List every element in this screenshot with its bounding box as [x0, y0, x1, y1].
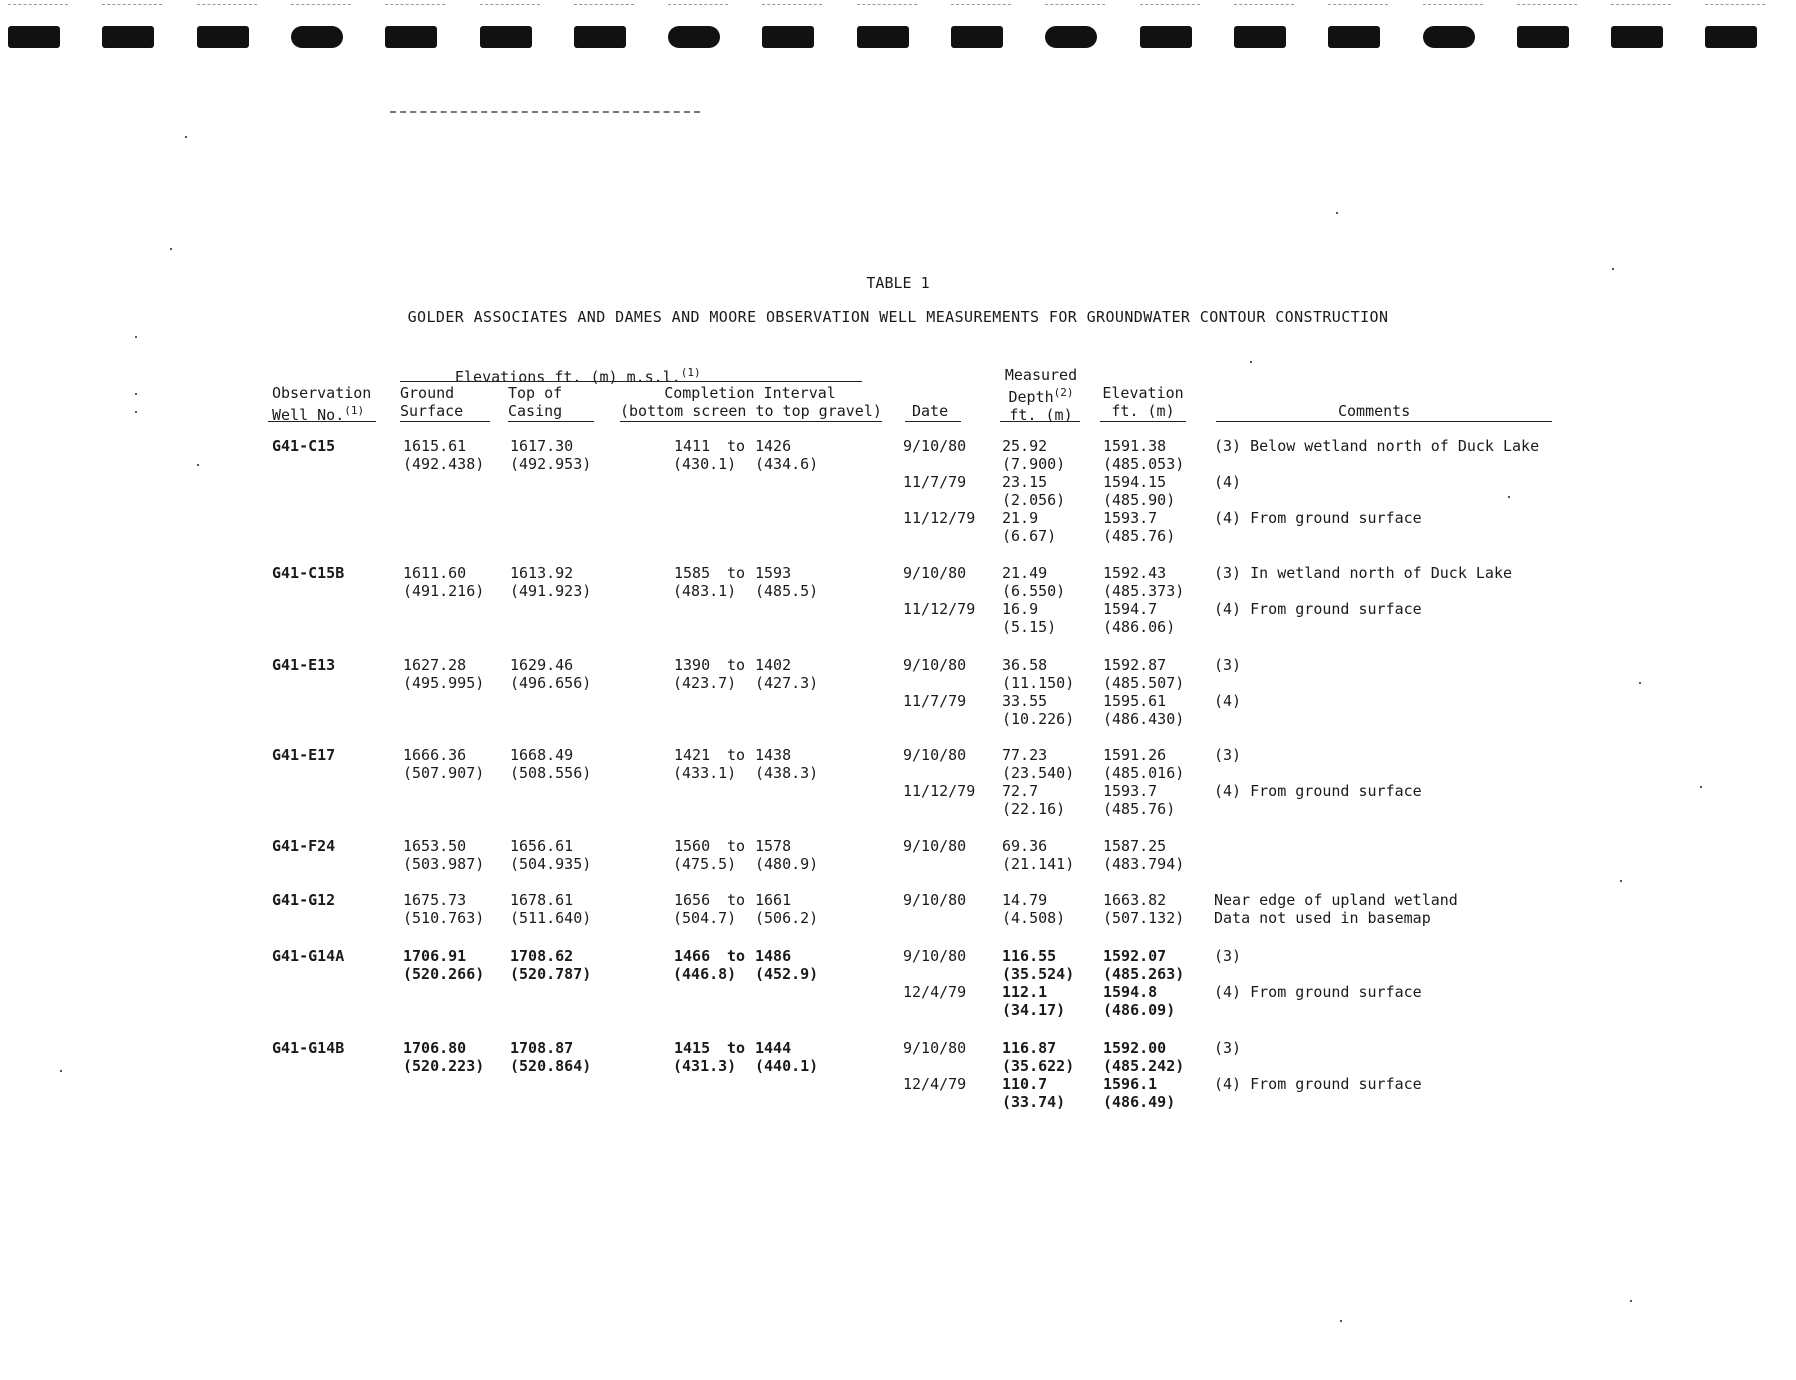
water-elevation-m: (507.132) — [1103, 909, 1185, 927]
interval-top-m: (434.6) — [755, 455, 819, 473]
scan-artifact — [574, 4, 634, 6]
scan-artifact — [1611, 4, 1671, 6]
measurement-date: 11/12/79 — [903, 600, 976, 618]
depth-m: (6.67) — [1002, 527, 1057, 545]
ground-surface-ft: 1706.91 — [403, 947, 467, 965]
top-of-casing-m: (520.864) — [510, 1057, 592, 1075]
interval-bottom-m: (431.3) — [673, 1057, 737, 1075]
scan-artifact — [291, 4, 351, 6]
comment: (3) Below wetland north of Duck Lake — [1214, 437, 1540, 455]
ground-surface-ft: 1675.73 — [403, 891, 467, 909]
water-elevation-m: (485.373) — [1103, 582, 1185, 600]
interval-top-ft: 1426 — [755, 437, 792, 455]
date-header: Date — [912, 402, 949, 420]
ground-surface-header: Ground Surface — [400, 384, 464, 420]
comment: (3) — [1214, 947, 1242, 965]
binder-hole — [1611, 26, 1663, 48]
interval-bottom-ft: 1466 — [674, 947, 711, 965]
measurement-date: 9/10/80 — [903, 564, 967, 582]
depth-ft: 21.9 — [1002, 509, 1039, 527]
scan-speck — [135, 393, 137, 395]
interval-bottom-m: (430.1) — [673, 455, 737, 473]
water-elevation-ft: 1592.00 — [1103, 1039, 1167, 1057]
water-elevation-m: (485.242) — [1103, 1057, 1185, 1075]
measurement-date: 9/10/80 — [903, 947, 967, 965]
top-of-casing-m: (520.787) — [510, 965, 592, 983]
depth-ft: 110.7 — [1002, 1075, 1048, 1093]
interval-top-m: (440.1) — [755, 1057, 819, 1075]
depth-ft: 33.55 — [1002, 692, 1048, 710]
depth-m: (4.508) — [1002, 909, 1066, 927]
table-label: TABLE 1 — [866, 274, 930, 292]
water-elevation-ft: 1592.07 — [1103, 947, 1167, 965]
casing-header-rule — [508, 421, 594, 422]
depth-m: (11.150) — [1002, 674, 1075, 692]
measurement-date: 9/10/80 — [903, 891, 967, 909]
top-of-casing-ft: 1668.49 — [510, 746, 574, 764]
top-of-casing-header: Top of Casing — [508, 384, 563, 420]
ground-surface-m: (520.266) — [403, 965, 485, 983]
measurement-date: 9/10/80 — [903, 1039, 967, 1057]
ground-header-rule — [400, 421, 490, 422]
ground-surface-m: (495.995) — [403, 674, 485, 692]
scan-speck — [1630, 1300, 1632, 1302]
comment: (4) From ground surface — [1214, 509, 1422, 527]
elevation-header-rule — [1100, 421, 1186, 422]
depth-m: (35.524) — [1002, 965, 1075, 983]
scan-speck — [135, 336, 137, 338]
ground-surface-ft: 1666.36 — [403, 746, 467, 764]
depth-m: (7.900) — [1002, 455, 1066, 473]
comments-header-rule — [1216, 421, 1552, 422]
water-elevation-ft: 1591.38 — [1103, 437, 1167, 455]
water-elevation-ft: 1596.1 — [1103, 1075, 1158, 1093]
depth-ft: 21.49 — [1002, 564, 1048, 582]
scan-speck — [197, 464, 199, 466]
water-elevation-m: (486.06) — [1103, 618, 1176, 636]
interval-bottom-m: (504.7) — [673, 909, 737, 927]
well-no-header: Observation Well No.$^{(1)}$ — [272, 384, 372, 424]
comment: (3) — [1214, 1039, 1242, 1057]
interval-bottom-m: (475.5) — [673, 855, 737, 873]
well-number: G41-F24 — [272, 837, 336, 855]
scan-artifact — [1234, 4, 1294, 6]
depth-m: (22.16) — [1002, 800, 1066, 818]
binder-hole — [762, 26, 814, 48]
comment: (4) From ground surface — [1214, 600, 1422, 618]
interval-top-m: (506.2) — [755, 909, 819, 927]
measurement-date: 12/4/79 — [903, 1075, 967, 1093]
well-number: G41-G14B — [272, 1039, 345, 1057]
scan-artifact — [1045, 4, 1105, 6]
water-elevation-m: (485.507) — [1103, 674, 1185, 692]
water-elevation-m: (485.76) — [1103, 527, 1176, 545]
interval-to: to — [727, 891, 746, 909]
interval-top-m: (480.9) — [755, 855, 819, 873]
binder-hole — [480, 26, 532, 48]
scan-speck — [170, 248, 172, 250]
binder-hole — [197, 26, 249, 48]
binder-hole — [1328, 26, 1380, 48]
well-number: G41-C15 — [272, 437, 336, 455]
ground-surface-ft: 1615.61 — [403, 437, 467, 455]
interval-top-m: (485.5) — [755, 582, 819, 600]
top-of-casing-m: (508.556) — [510, 764, 592, 782]
scan-speck — [185, 136, 187, 138]
top-of-casing-m: (491.923) — [510, 582, 592, 600]
interval-bottom-ft: 1656 — [674, 891, 711, 909]
interval-to: to — [727, 947, 746, 965]
binder-hole — [1234, 26, 1286, 48]
interval-to: to — [727, 656, 746, 674]
depth-ft: 14.79 — [1002, 891, 1048, 909]
binder-hole — [1045, 26, 1097, 48]
water-elevation-m: (485.263) — [1103, 965, 1185, 983]
interval-to: to — [727, 1039, 746, 1057]
interval-bottom-ft: 1421 — [674, 746, 711, 764]
scan-artifact — [1705, 4, 1765, 6]
comment: (4) From ground surface — [1214, 1075, 1422, 1093]
binder-hole — [385, 26, 437, 48]
binder-hole — [951, 26, 1003, 48]
depth-m: (33.74) — [1002, 1093, 1066, 1111]
measured-depth-header: Measured Depth$^{(2)}$ ft. (m) — [1004, 366, 1078, 424]
depth-ft: 112.1 — [1002, 983, 1048, 1001]
interval-top-ft: 1593 — [755, 564, 792, 582]
scan-speck — [135, 411, 137, 413]
measurement-date: 11/12/79 — [903, 782, 976, 800]
comment: (3) In wetland north of Duck Lake — [1214, 564, 1513, 582]
date-header-rule — [905, 421, 961, 422]
scan-speck — [1340, 1320, 1342, 1322]
comment: (4) — [1214, 692, 1242, 710]
measurement-date: 9/10/80 — [903, 837, 967, 855]
depth-ft: 72.7 — [1002, 782, 1039, 800]
binder-hole — [668, 26, 720, 48]
completion-header-rule — [620, 421, 882, 422]
well-number: G41-C15B — [272, 564, 345, 582]
depth-ft: 116.55 — [1002, 947, 1057, 965]
binder-hole — [574, 26, 626, 48]
scan-artifact — [857, 4, 917, 6]
scan-artifact — [197, 4, 257, 6]
depth-m: (5.15) — [1002, 618, 1057, 636]
interval-top-m: (427.3) — [755, 674, 819, 692]
interval-bottom-ft: 1411 — [674, 437, 711, 455]
depth-m: (34.17) — [1002, 1001, 1066, 1019]
well-number: G41-E13 — [272, 656, 336, 674]
depth-ft: 16.9 — [1002, 600, 1039, 618]
ground-surface-m: (492.438) — [403, 455, 485, 473]
scan-artifact — [951, 4, 1011, 6]
depth-m: (10.226) — [1002, 710, 1075, 728]
water-elevation-ft: 1594.15 — [1103, 473, 1167, 491]
ground-surface-m: (491.216) — [403, 582, 485, 600]
interval-top-ft: 1661 — [755, 891, 792, 909]
binder-hole — [1705, 26, 1757, 48]
scan-artifact — [385, 4, 445, 6]
scan-speck — [1508, 496, 1510, 498]
scan-artifact — [102, 4, 162, 6]
scan-speck — [1336, 212, 1338, 214]
scan-speck — [1639, 682, 1641, 684]
water-elevation-ft: 1595.61 — [1103, 692, 1167, 710]
scan-speck — [1700, 786, 1702, 788]
interval-bottom-m: (423.7) — [673, 674, 737, 692]
water-elevation-ft: 1593.7 — [1103, 782, 1158, 800]
ground-surface-ft: 1627.28 — [403, 656, 467, 674]
top-of-casing-ft: 1613.92 — [510, 564, 574, 582]
water-elevation-ft: 1591.26 — [1103, 746, 1167, 764]
binder-hole — [857, 26, 909, 48]
interval-to: to — [727, 746, 746, 764]
well-number: G41-G12 — [272, 891, 336, 909]
interval-to: to — [727, 564, 746, 582]
binder-hole — [291, 26, 343, 48]
interval-top-ft: 1578 — [755, 837, 792, 855]
scan-artifact — [1517, 4, 1577, 6]
water-elevation-ft: 1594.7 — [1103, 600, 1158, 618]
measurement-date: 11/7/79 — [903, 692, 967, 710]
interval-top-m: (438.3) — [755, 764, 819, 782]
water-elevation-ft: 1592.43 — [1103, 564, 1167, 582]
scan-artifact — [1328, 4, 1388, 6]
binder-hole — [8, 26, 60, 48]
water-elevation-m: (486.49) — [1103, 1093, 1176, 1111]
interval-top-ft: 1486 — [755, 947, 792, 965]
top-of-casing-ft: 1656.61 — [510, 837, 574, 855]
well-number: G41-G14A — [272, 947, 345, 965]
scan-artifact — [8, 4, 68, 6]
interval-bottom-ft: 1585 — [674, 564, 711, 582]
interval-top-ft: 1402 — [755, 656, 792, 674]
interval-top-m: (452.9) — [755, 965, 819, 983]
elevation-header: Elevation ft. (m) — [1102, 384, 1184, 420]
depth-m: (2.056) — [1002, 491, 1066, 509]
ground-surface-m: (510.763) — [403, 909, 485, 927]
depth-m: (21.141) — [1002, 855, 1075, 873]
binder-hole — [1423, 26, 1475, 48]
water-elevation-ft: 1593.7 — [1103, 509, 1158, 527]
water-elevation-m: (486.09) — [1103, 1001, 1176, 1019]
interval-to: to — [727, 437, 746, 455]
interval-bottom-ft: 1390 — [674, 656, 711, 674]
scan-artifact — [668, 4, 728, 6]
comment: (3) — [1214, 746, 1242, 764]
well-no-header-rule — [268, 421, 376, 422]
scan-artifact — [1423, 4, 1483, 6]
top-of-casing-ft: 1708.62 — [510, 947, 574, 965]
scan-artifact — [480, 4, 540, 6]
measurement-date: 9/10/80 — [903, 746, 967, 764]
interval-top-ft: 1444 — [755, 1039, 792, 1057]
water-elevation-ft: 1592.87 — [1103, 656, 1167, 674]
depth-ft: 116.87 — [1002, 1039, 1057, 1057]
depth-m: (6.550) — [1002, 582, 1066, 600]
measurement-date: 11/7/79 — [903, 473, 967, 491]
top-of-casing-ft: 1708.87 — [510, 1039, 574, 1057]
ground-surface-ft: 1706.80 — [403, 1039, 467, 1057]
binder-hole — [102, 26, 154, 48]
well-number: G41-E17 — [272, 746, 336, 764]
water-elevation-m: (486.430) — [1103, 710, 1185, 728]
table-title: GOLDER ASSOCIATES AND DAMES AND MOORE OBSERVATION WELL MEASUREMENTS FOR GROUNDWATER CONTOUR CONSTRUCTION — [407, 308, 1389, 326]
comments-header: Comments — [1338, 402, 1411, 420]
scan-dash-mark — [390, 111, 700, 113]
comment: Data not used in basemap — [1214, 909, 1431, 927]
top-of-casing-m: (511.640) — [510, 909, 592, 927]
top-of-casing-m: (504.935) — [510, 855, 592, 873]
top-of-casing-ft: 1617.30 — [510, 437, 574, 455]
depth-ft: 25.92 — [1002, 437, 1048, 455]
interval-top-ft: 1438 — [755, 746, 792, 764]
ground-surface-m: (503.987) — [403, 855, 485, 873]
scan-artifact — [762, 4, 822, 6]
top-of-casing-ft: 1629.46 — [510, 656, 574, 674]
water-elevation-m: (485.053) — [1103, 455, 1185, 473]
depth-m: (23.540) — [1002, 764, 1075, 782]
depth-header-rule — [1000, 421, 1080, 422]
measurement-date: 9/10/80 — [903, 437, 967, 455]
water-elevation-ft: 1587.25 — [1103, 837, 1167, 855]
ground-surface-m: (507.907) — [403, 764, 485, 782]
water-elevation-ft: 1663.82 — [1103, 891, 1167, 909]
water-elevation-m: (485.016) — [1103, 764, 1185, 782]
binder-hole — [1517, 26, 1569, 48]
binder-hole — [1140, 26, 1192, 48]
interval-bottom-m: (446.8) — [673, 965, 737, 983]
binder-punch-holes — [0, 0, 1796, 60]
measurement-date: 11/12/79 — [903, 509, 976, 527]
water-elevation-m: (485.76) — [1103, 800, 1176, 818]
scan-speck — [60, 1070, 62, 1072]
comment: (3) — [1214, 656, 1242, 674]
top-of-casing-m: (496.656) — [510, 674, 592, 692]
scan-artifact — [1140, 4, 1200, 6]
depth-m: (35.622) — [1002, 1057, 1075, 1075]
water-elevation-m: (483.794) — [1103, 855, 1185, 873]
comment: (4) — [1214, 473, 1242, 491]
measurement-date: 12/4/79 — [903, 983, 967, 1001]
interval-bottom-m: (433.1) — [673, 764, 737, 782]
interval-to: to — [727, 837, 746, 855]
comment: (4) From ground surface — [1214, 782, 1422, 800]
ground-surface-ft: 1611.60 — [403, 564, 467, 582]
top-of-casing-m: (492.953) — [510, 455, 592, 473]
water-elevation-m: (485.90) — [1103, 491, 1176, 509]
ground-surface-ft: 1653.50 — [403, 837, 467, 855]
comment: (4) From ground surface — [1214, 983, 1422, 1001]
scan-speck — [1612, 268, 1614, 270]
elevations-group-header: Elevations ft. (m) m.s.l.$^{(1)}$ — [455, 366, 701, 386]
scan-speck — [1250, 361, 1252, 363]
measurement-date: 9/10/80 — [903, 656, 967, 674]
depth-ft: 23.15 — [1002, 473, 1048, 491]
scan-speck — [1620, 880, 1622, 882]
ground-surface-m: (520.223) — [403, 1057, 485, 1075]
interval-bottom-m: (483.1) — [673, 582, 737, 600]
top-of-casing-ft: 1678.61 — [510, 891, 574, 909]
interval-bottom-ft: 1560 — [674, 837, 711, 855]
water-elevation-ft: 1594.8 — [1103, 983, 1158, 1001]
depth-ft: 69.36 — [1002, 837, 1048, 855]
interval-bottom-ft: 1415 — [674, 1039, 711, 1057]
comment: Near edge of upland wetland — [1214, 891, 1458, 909]
elevations-group-rule — [400, 381, 862, 382]
depth-ft: 77.23 — [1002, 746, 1048, 764]
completion-interval-header: Completion Interval (bottom screen to top gravel) — [620, 384, 882, 420]
depth-ft: 36.58 — [1002, 656, 1048, 674]
